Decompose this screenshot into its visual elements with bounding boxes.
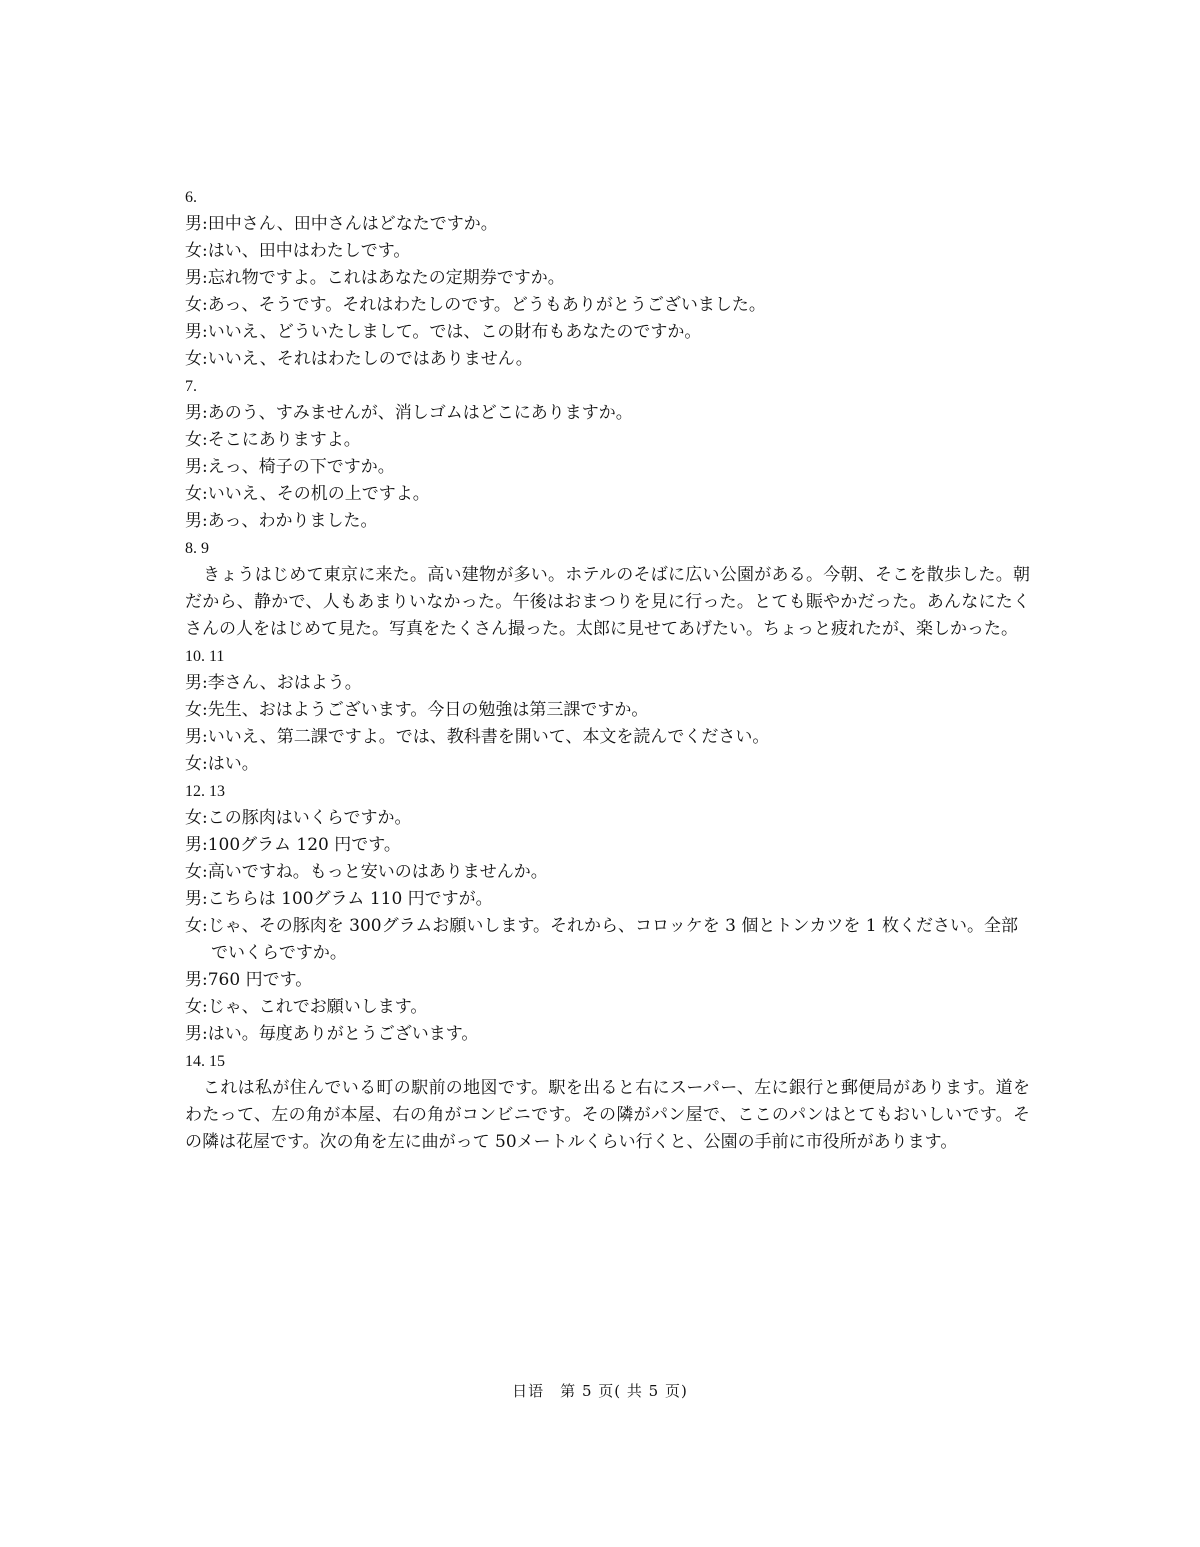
page-content (185, 184, 1030, 1156)
dialogue-line: 女:じゃ、これでお願いします。 (185, 997, 428, 1017)
section-12-13-number: 12. 13 (185, 783, 225, 800)
section-14-15-paragraph: これは私が住んでいる町の駅前の地図です。駅を出ると右にスーパー、左に銀行と郵便局があります。道をわたって、左の角が本屋、右の角がコンビニです。その隣がパン屋で、ここのパンはとてもおいしいです。その隣は花屋です。次の角を左に曲がって 50メートルくらい行くと、公園の手前に市役所があります。 (185, 1078, 1030, 1152)
dialogue-line: 女:この豚肉はいくらですか。 (185, 808, 412, 828)
dialogue-line: 男:あのう、すみませんが、消しゴムはどこにありますか。 (185, 403, 633, 423)
dialogue-line: 女:そこにありますよ。 (185, 430, 361, 450)
dialogue-line: 男:はい。毎度ありがとうございます。 (185, 1024, 479, 1044)
dialogue-line: 男:いいえ、どういたしまして。では、この財布もあなたのですか。 (185, 322, 702, 342)
dialogue-line: 男:あっ、わかりました。 (185, 511, 378, 531)
section-6-number: 6. (185, 189, 197, 206)
dialogue-line: 男:えっ、椅子の下ですか。 (185, 457, 395, 477)
page-footer: 日语 第 5 页( 共 5 页) (512, 1382, 688, 1400)
dialogue-line: 女:あっ、そうです。それはわたしのです。どうもありがとうございました。 (185, 295, 766, 315)
dialogue-line: 女:いいえ、それはわたしのではありません。 (185, 349, 533, 369)
section-8-9-paragraph: きょうはじめて東京に来た。高い建物が多い。ホテルのそばに広い公園がある。今朝、そこを散歩した。朝だから、静かで、人もあまりいなかった。午後はおまつりを見に行った。とても賑やかだった。あんなにたくさんの人をはじめて見た。写真をたくさん撮った。太郎に見せてあげたい。ちょっと疲れたが、楽しかった。 (185, 565, 1030, 639)
dialogue-line: 男:いいえ、第二課ですよ。では、教科書を開いて、本文を読んでください。 (185, 727, 770, 747)
dialogue-line: 女:高いですね。もっと安いのはありませんか。 (185, 862, 548, 882)
dialogue-line: 男:こちらは 100グラム 110 円ですが。 (185, 889, 493, 909)
dialogue-line: 男:760 円です。 (185, 970, 313, 990)
section-14-15-number: 14. 15 (185, 1053, 225, 1070)
section-10-11-number: 10. 11 (185, 648, 225, 665)
dialogue-line: 男:忘れ物ですよ。これはあなたの定期券ですか。 (185, 268, 565, 288)
dialogue-line: 男:李さん、おはよう。 (185, 673, 362, 693)
dialogue-line: 男:100グラム 120 円です。 (185, 835, 401, 855)
dialogue-line: 女:先生、おはようございます。今日の勉強は第三課ですか。 (185, 700, 649, 720)
dialogue-line: 女:いいえ、その机の上ですよ。 (185, 484, 430, 504)
dialogue-line-wrapped: 女:じゃ、その豚肉を 300グラムお願いします。それから、コロッケを 3 個とトンカツを 1 枚ください。全部でいくらですか。 (185, 916, 1018, 963)
dialogue-line: 男:田中さん、田中さんはどなたですか。 (185, 214, 498, 234)
section-8-9-number: 8. 9 (185, 540, 209, 557)
dialogue-line: 女:はい。 (185, 754, 259, 774)
dialogue-line: 女:はい、田中はわたしです。 (185, 241, 411, 261)
section-7-number: 7. (185, 378, 197, 395)
